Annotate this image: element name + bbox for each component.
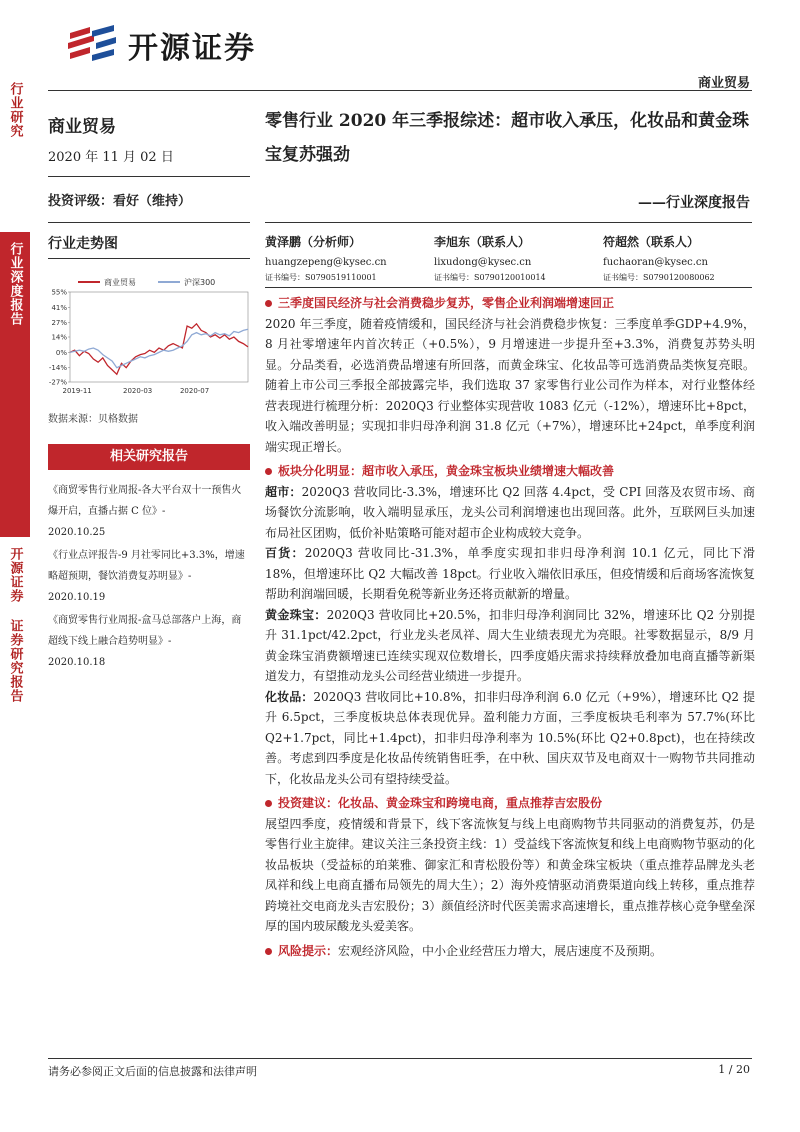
- analyst-card: 符超然（联系人） fuchaoran@kysec.cn 证书编号：S0790120080062: [603, 233, 773, 285]
- footer-divider: [48, 1058, 752, 1059]
- sidebar-divider: [48, 176, 250, 177]
- analyst-email[interactable]: lixudong@kysec.cn: [434, 257, 532, 268]
- analyst-email[interactable]: fuchaoran@kysec.cn: [603, 257, 708, 268]
- report-body: [265, 293, 755, 961]
- section-paragraph: 展望四季度，疫情缓和背景下，线下客流恢复与线上电商购物节共同驱动的消费复苏，仍是零售行业主旋律。建议关注三条投资主线：1）受益线下客流恢复和线上电商购物节驱动的化妆品板块（受益标的珀莱雅、御家汇和青松股份等）和黄金珠宝板块（重点推荐品牌龙头老凤祥和线上电商直播布局领先的周大生）；2）海外疫情驱动消费渠道向线上转移，重点推荐跨境社交电商龙头吉宏股份；3）颜值经济时代医美需求高速增长，重点推荐核心竞争壁垒深厚的国内玻尿酸龙头爱美客。: [265, 816, 755, 933]
- sector-paragraph: 超市：2020Q3 营收同比-3.3%，增速环比 Q2 回落 4.4pct，受 CPI 回落及农贸市场、商场餐饮分流影响，收入端明显承压，龙头公司利润增速也出现回落。此外，互联网巨头加速布局社区团购，低价补贴策略可能对超市企业构成较大竞争。: [265, 484, 755, 540]
- bullet-icon: [265, 800, 272, 807]
- tab-industry-depth-report: 行业深度报告: [0, 232, 30, 537]
- trend-chart-title: 行业走势图: [48, 236, 118, 252]
- sector-paragraph: 百货：2020Q3 营收同比-31.3%，单季度实现扣非归母净利润 10.1 亿元，同比下滑 18%，但增速环比 Q2 大幅改善 18pct。行业收入端依旧承压，但疫情缓和后商场客流恢复帮助利润端回暖，长期看免税等新业务还将贡献新的增量。: [265, 546, 755, 601]
- section-paragraph: 2020 年三季度，随着疫情缓和，国民经济与社会消费稳步恢复：三季度单季GDP+4.9%，8 月社零增速年内首次转正（+0.5%），9 月增速进一步提升至+3.3%，消费复苏势头明显。分品类看，必选消费品增速有所回落，而黄金珠宝、化妆品等可选消费品类恢复亮眼。随着上市公司三季报全部披露完毕，我们选取 37 家零售行业公司作为样本，对行业整体经营表现进行梳理分析：2020Q3 行业整体实现营收 1083 亿元（-12%），增速环比+8pct，收入端改善明显；实现扣非归母净利润 31.8 亿元（+7%），增速环比+24pct，单季度利润端实现正增长。: [265, 316, 755, 454]
- sector-paragraph: 黄金珠宝：2020Q3 营收同比+20.5%，扣非归母净利润同比 32%，增速环比 Q2 分别提升 31.1pct/42.2pct，行业龙头老凤祥、周大生业绩表现尤为亮眼。社零数据显示，8/9 月黄金珠宝消费额增速已连续实现双位数增长，四季度婚庆需求持续释放叠加电商直播等新渠道发力，有望推动龙头公司经营业绩进一步提升。: [265, 607, 755, 683]
- bullet-icon: [265, 468, 272, 475]
- section-heading: 三季度国民经济与社会消费稳步复苏，零售企业利润端增速回正: [265, 293, 755, 314]
- chart-source: 数据来源：贝格数据: [48, 414, 138, 425]
- logo-text: 开源证券: [128, 31, 256, 66]
- report-subtitle: ——行业深度报告: [638, 195, 750, 211]
- related-reports-header: 相关研究报告: [48, 444, 250, 470]
- bullet-icon: [265, 300, 272, 307]
- sidebar-divider: [48, 258, 250, 259]
- sidebar-industry: 商业贸易: [48, 117, 116, 137]
- y-tick-label: 27%: [51, 319, 67, 328]
- legend-label: 沪深300: [184, 278, 216, 287]
- tab-industry-research: 行业研究: [0, 72, 30, 232]
- analyst-divider: [265, 287, 752, 288]
- sidebar-divider: [48, 222, 250, 223]
- logo-mark-icon: [66, 23, 118, 67]
- tab-kaiyuan-research: 开源证券 证券研究报告: [0, 537, 30, 1132]
- x-tick-label: 2020-07: [179, 387, 210, 395]
- investment-rating: 投资评级：看好（维持）: [48, 194, 192, 209]
- section-heading: 投资建议：化妆品、黄金珠宝和跨境电商，重点推荐吉宏股份: [265, 793, 755, 814]
- analyst-card: 黄泽鹏（分析师） huangzepeng@kysec.cn 证书编号：S0790519110001: [265, 233, 435, 285]
- title-divider: [265, 222, 752, 223]
- x-tick-label: 2019-11: [62, 387, 92, 395]
- y-tick-label: -14%: [48, 364, 67, 373]
- y-tick-label: 55%: [51, 288, 67, 297]
- footer-disclaimer[interactable]: 请务必参阅正文后面的信息披露和法律声明: [48, 1065, 257, 1078]
- header-industry: 商业贸易: [697, 76, 750, 91]
- report-date: 2020 年 11 月 02 日: [48, 150, 174, 165]
- x-tick-label: 2020-03: [123, 387, 153, 395]
- related-report[interactable]: 《行业点评报告-9 月社零同比+3.3%，增速略超预期，餐饮消费复苏明显》- 2020.10.19: [48, 550, 245, 603]
- related-report[interactable]: 《商贸零售行业周报-盒马总部落户上海，商超线下线上融合趋势明显》- 2020.10.18: [48, 615, 242, 668]
- legend-label: 商业贸易: [104, 278, 136, 287]
- y-tick-label: 14%: [51, 333, 67, 342]
- analyst-email[interactable]: huangzepeng@kysec.cn: [265, 257, 387, 268]
- bullet-icon: [265, 948, 272, 955]
- report-title: 零售行业 2020 年三季报综述：超市收入承压，化妆品和黄金珠宝复苏强劲: [265, 111, 750, 165]
- company-logo: [66, 22, 326, 68]
- risk-paragraph: 风险提示：宏观经济风险，中小企业经营压力增大，展店速度不及预期。: [265, 941, 755, 962]
- related-report[interactable]: 《商贸零售行业周报-各大平台双十一预售火爆开启，直播占据 C 位》- 2020.10.25: [48, 485, 242, 538]
- sector-paragraph: 化妆品：2020Q3 营收同比+10.8%，扣非归母净利润 6.0 亿元（+9%），增速环比 Q2 提升 6.5pct，三季度板块总体表现优异。盈利能力方面，三季度板块毛利率为 57.7%(环比 Q2+1.7pct，同比+1.4pct)，扣非归母净利率为 10.5%(环比 Q2+0.8pct)，也在持续改善。考虑到四季度是化妆品传统销售旺季，在中秋、国庆双节及电商双十一购物节共同推动下，化妆品龙头公司有望持续受益。: [265, 689, 755, 786]
- y-tick-label: 0%: [55, 348, 67, 357]
- header-divider: [48, 90, 752, 91]
- industry-trend-chart: [44, 270, 252, 400]
- analyst-card: 李旭东（联系人） lixudong@kysec.cn 证书编号：S0790120010014: [434, 233, 604, 285]
- y-tick-label: 41%: [51, 303, 67, 312]
- related-reports-list: [48, 480, 250, 675]
- y-tick-label: -27%: [48, 378, 67, 387]
- page-number: 1 / 20: [718, 1063, 750, 1076]
- section-heading: 板块分化明显：超市收入承压，黄金珠宝板块业绩增速大幅改善: [265, 461, 755, 482]
